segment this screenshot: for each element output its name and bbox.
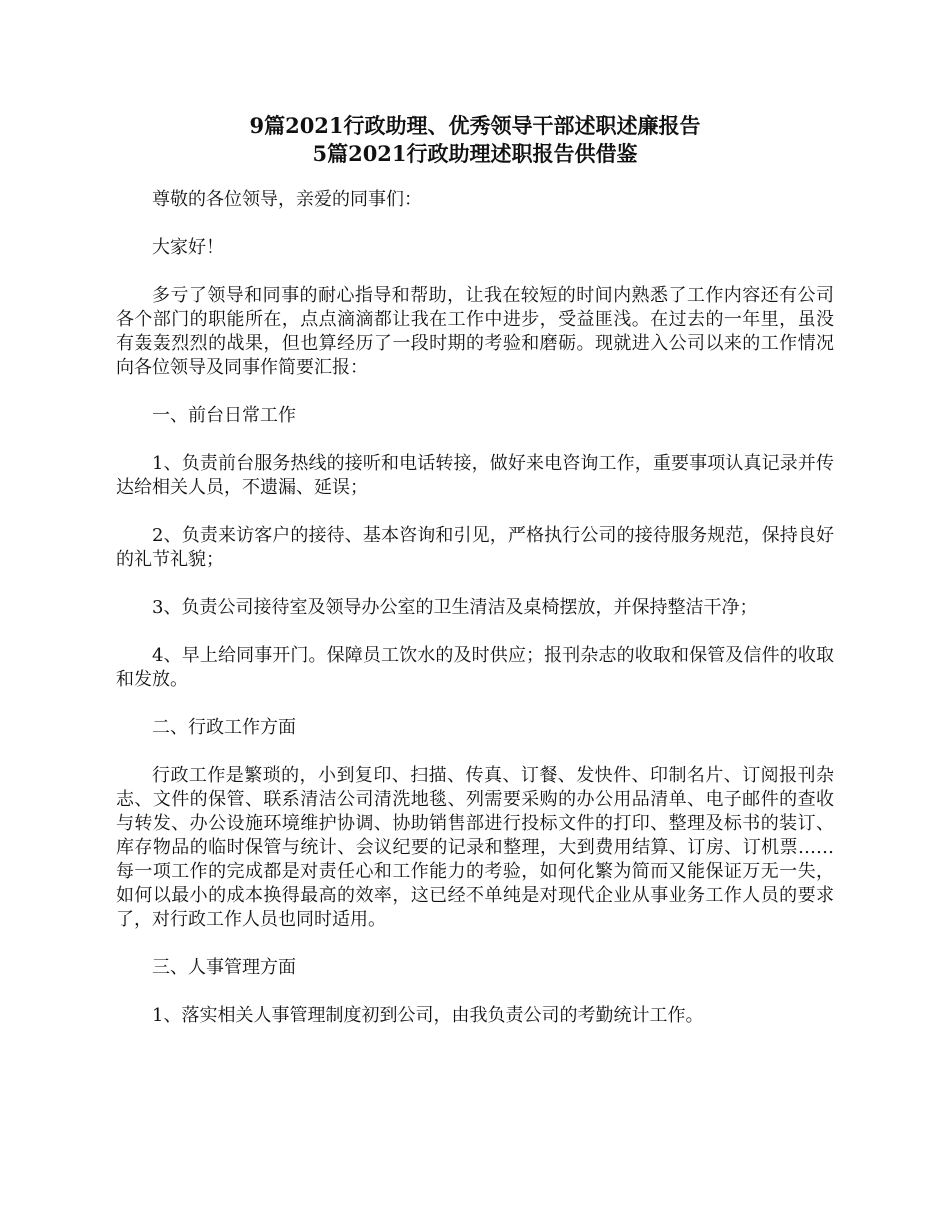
list-item: 1、落实相关人事管理制度初到公司，由我负责公司的考勤统计工作。	[152, 1005, 704, 1026]
section-heading-hr: 三、人事管理方面	[152, 957, 296, 978]
document-title	[116, 112, 834, 168]
salutation: 尊敬的各位领导，亲爱的同事们：	[152, 189, 422, 210]
intro-paragraph: 多亏了领导和同事的耐心指导和帮助，让我在较短的时间内熟悉了工作内容还有公司各个部门的职能所在，点点滴滴都让我在工作中进步，受益匪浅。在过去的一年里，虽没有轰轰烈烈的战果，但也算经历了一段时期的考验和磨砺。现就进入公司以来的工作情况向各位领导及同事作简要汇报：	[116, 285, 834, 378]
list-item: 1、负责前台服务热线的接听和电话转接，做好来电咨询工作，重要事项认真记录并传达给相关人员，不遗漏、延误；	[116, 453, 834, 498]
title-line-2: 5篇2021行政助理述职报告供借鉴	[312, 141, 638, 166]
section-heading-front-desk: 一、前台日常工作	[152, 405, 296, 426]
section-heading-admin: 二、行政工作方面	[152, 717, 296, 738]
list-item: 2、负责来访客户的接待、基本咨询和引见，严格执行公司的接待服务规范，保持良好的礼节礼貌；	[116, 525, 834, 570]
document-body	[116, 188, 834, 1028]
admin-paragraph: 行政工作是繁琐的，小到复印、扫描、传真、订餐、发快件、印制名片、订阅报刊杂志、文件的保管、联系清洁公司清洗地毯、列需要采购的办公用品清单、电子邮件的查收与转发、办公设施环境维护协调、协助销售部进行投标文件的打印、整理及标书的装订、库存物品的临时保管与统计、会议纪要的记录和整理，大到费用结算、订房、订机票……每一项工作的完成都是对责任心和工作能力的考验，如何化繁为简而又能保证万无一失，如何以最小的成本换得最高的效率，这已经不单纯是对现代企业从事业务工作人员的要求了，对行政工作人员也同时适用。	[116, 765, 834, 930]
title-line-1: 9篇2021行政助理、优秀领导干部述职述廉报告	[249, 113, 701, 138]
list-item: 4、早上给同事开门。保障员工饮水的及时供应；报刊杂志的收取和保管及信件的收取和发放。	[116, 645, 834, 690]
list-item: 3、负责公司接待室及领导办公室的卫生清洁及桌椅摆放，并保持整洁干净；	[152, 597, 758, 618]
greeting: 大家好！	[152, 237, 224, 258]
